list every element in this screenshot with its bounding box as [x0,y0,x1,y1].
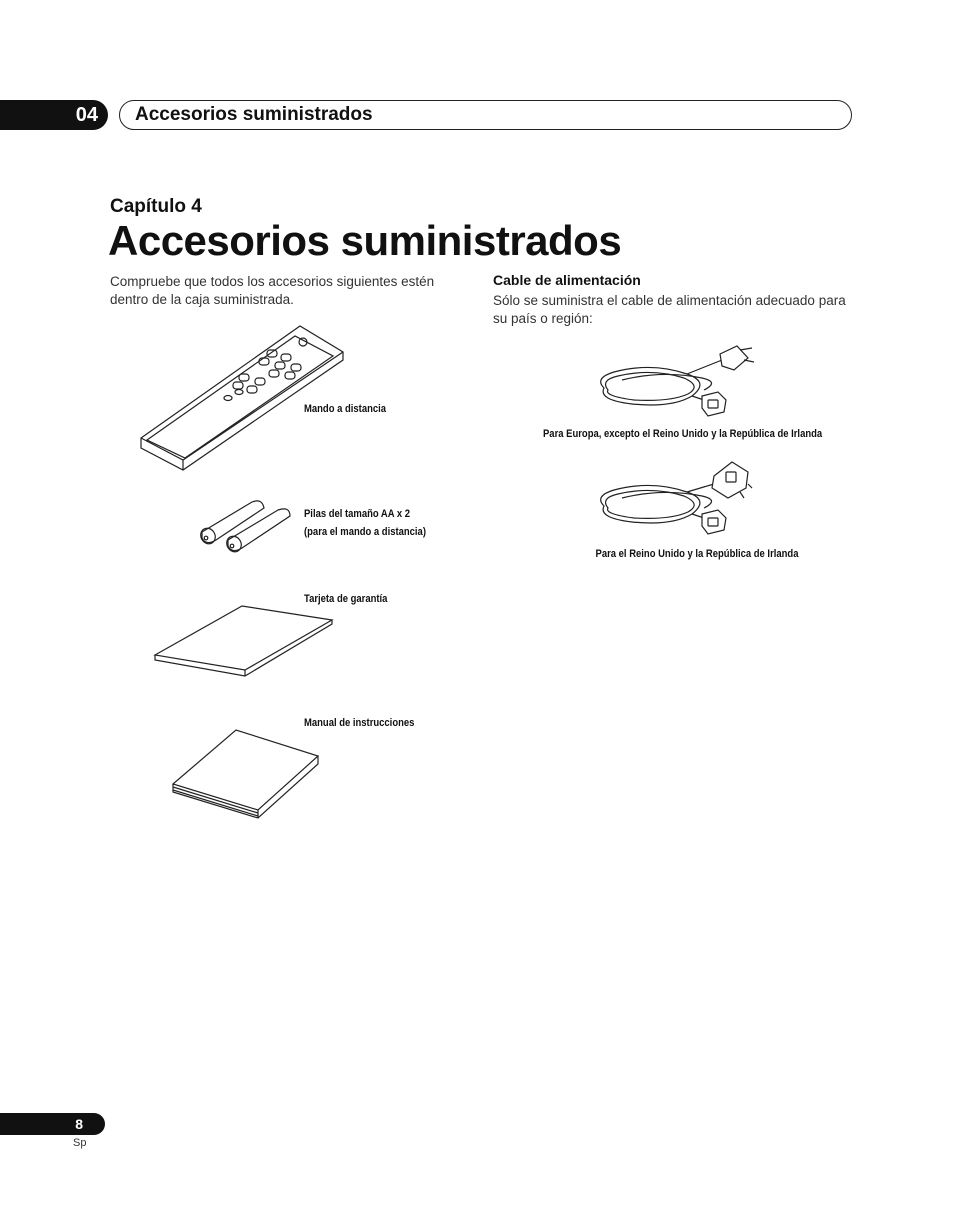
batteries-caption-line2: (para el mando a distancia) [304,526,426,538]
power-cable-uk-caption: Para el Reino Unido y la República de Irlanda [595,548,799,560]
language-code: Sp [73,1137,87,1149]
page-title: Accesorios suministrados [108,217,622,264]
power-cable-description: Sólo se suministra el cable de alimentación adecuado para su país o región: [493,293,846,326]
manual-caption: Manual de instrucciones [304,717,415,729]
warranty-card-illustration [150,600,340,680]
warranty-caption: Tarjeta de garantía [304,593,388,605]
page-number-tab: 8 [0,1113,105,1135]
manual-illustration [168,726,323,821]
batteries-illustration [196,496,296,552]
chapter-number-tab: 04 [0,100,108,130]
remote-control-illustration [135,320,350,475]
intro-text: Compruebe que todos los accesorios siguientes estén dentro de la caja suministrada. [110,274,435,307]
power-cable-europe-illustration [592,340,757,422]
header-title: Accesorios suministrados [135,104,373,125]
batteries-caption-line1: Pilas del tamaño AA x 2 [304,508,411,520]
chapter-label: Capítulo 4 [110,196,202,217]
power-cable-uk-illustration [592,458,757,540]
power-cable-heading: Cable de alimentación [493,272,641,288]
remote-caption: Mando a distancia [304,403,387,415]
power-cable-europe-caption: Para Europa, excepto el Reino Unido y la República de Irlanda [543,428,823,440]
